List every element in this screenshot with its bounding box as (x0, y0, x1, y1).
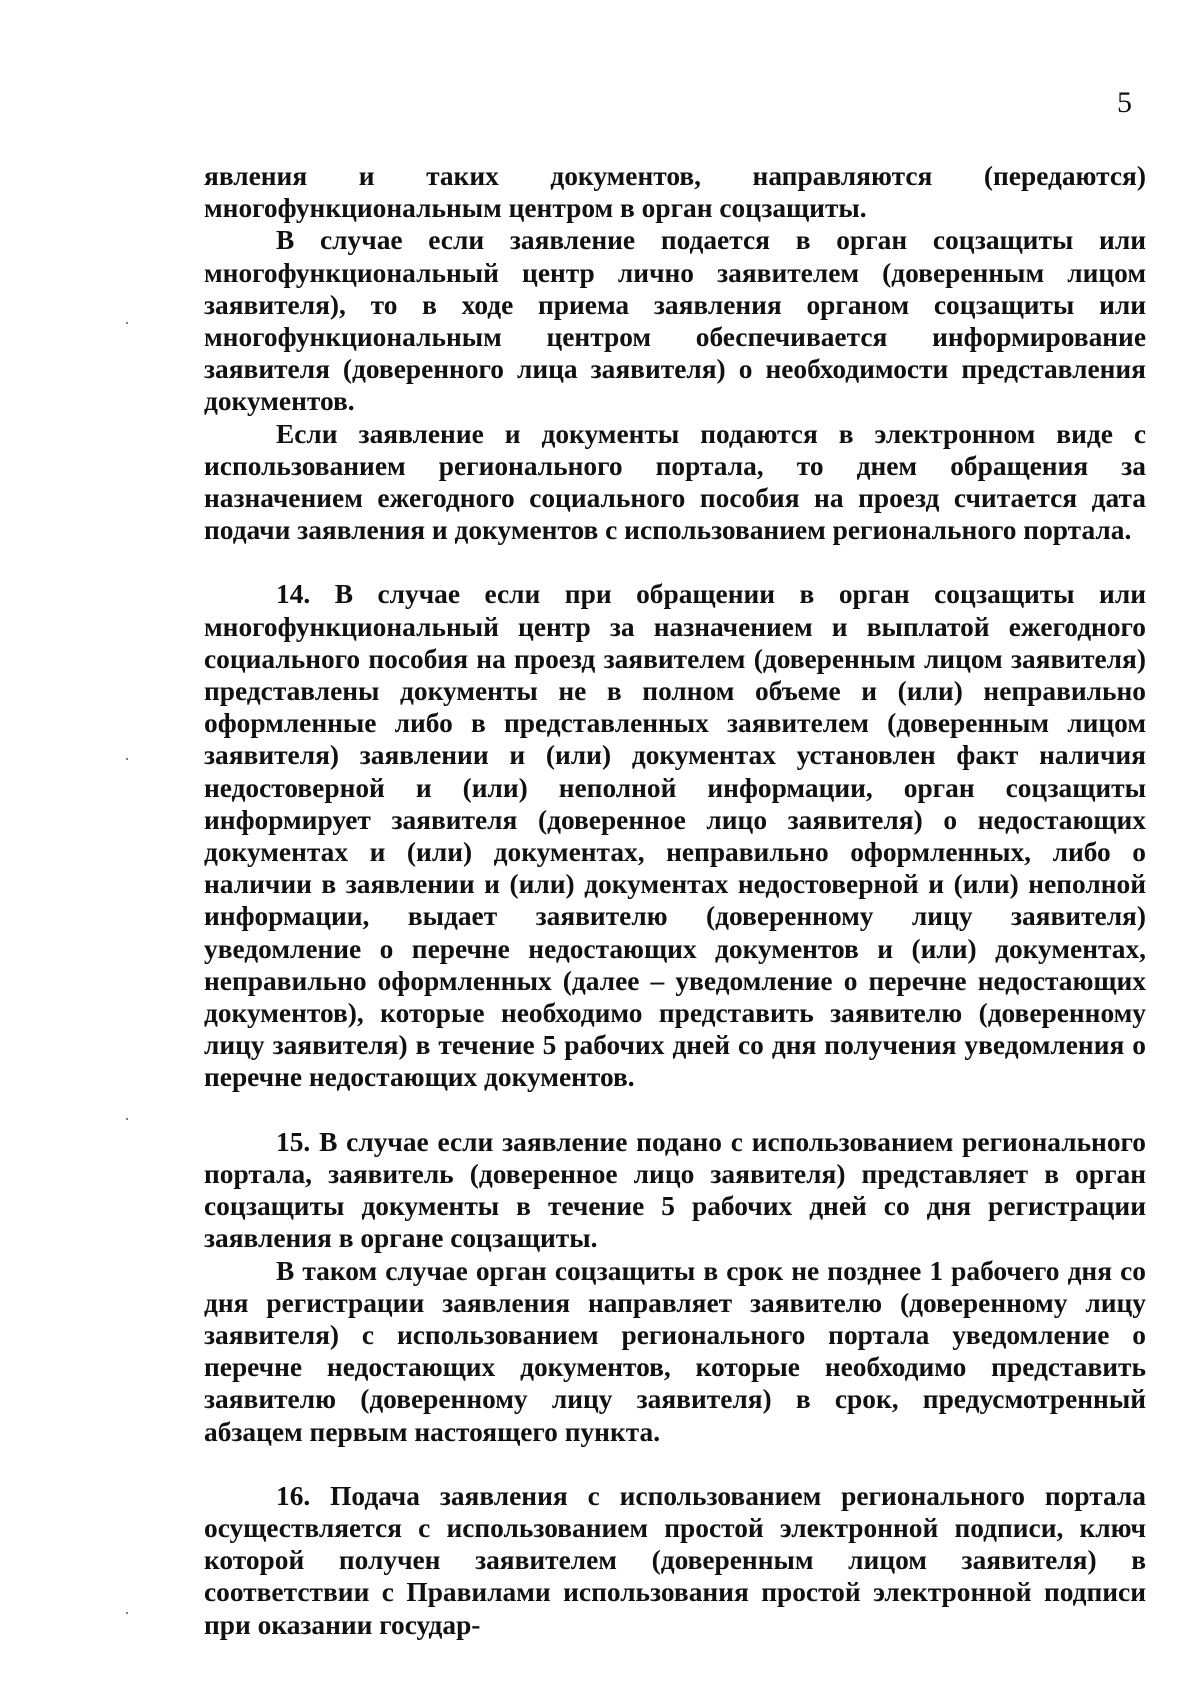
scan-speck (126, 322, 128, 324)
paragraph-continuation: явления и таких документов, направляются (передаются) многофункциональным центром в орган соцзащиты. (204, 161, 1146, 224)
paragraph-item-15: 15. В случае если заявление подано с использованием регионального портала, заявитель (доверенное лицо заявителя) представляет в орган соцзащиты документы в течение 5 рабочих дней со дня регистрации заявления в органе соцзащиты. (204, 1126, 1146, 1254)
paragraph-item-15-notice: В таком случае орган соцзащиты в срок не позднее 1 рабочего дня со дня регистрации заявления направляет заявителю (доверенному лицу заявителя) с использованием регионального портала уведомление о перечне недостающих документов, которые необходимо представить заявителю (доверенному лицу заявителя) в срок, предусмотренный абзацем первым настоящего пункта. (204, 1255, 1146, 1447)
scan-speck (126, 1612, 128, 1614)
scan-speck (126, 758, 128, 760)
page-number: 5 (1117, 86, 1132, 119)
paragraph-electronic-submission: Если заявление и документы подаются в электронном виде с использованием регионального портала, то днем обращения за назначением ежегодного социального пособия на проезд считается дата подачи заявления и документов с использованием регионального портала. (204, 418, 1146, 546)
paragraph-item-16: 16. Подача заявления с использованием регионального портала осуществляется с использованием простой электронной подписи, ключ которой получен заявителем (доверенным лицом заявителя) в соответствии с Правилами использования простой электронной подписи при оказании государ- (204, 1480, 1146, 1640)
paragraph-item-14: 14. В случае если при обращении в орган соцзащиты или многофункциональный центр за назначением и выплатой ежегодного социального пособия на проезд заявителем (доверенным лицом заявителя) представлены документы не в полном объеме и (или) неправильно оформленные либо в представленных заявителем (доверенным лицом заявителя) заявлении и (или) документах установлен факт наличия недостоверной и (или) неполной информации, орган соцзащиты информирует заявителя (доверенное лицо заявителя) о недостающих документах и (или) документах, неправильно оформленных, либо о наличии в заявлении и (или) документах недостоверной и (или) неполной информации, выдает заявителю (доверенному лицу заявителя) уведомление о перечне недостающих документов и (или) документах, неправильно оформленных (далее – уведомление о перечне недостающих документов), которые необходимо представить заявителю (доверенному лицу заявителя) в течение 5 рабочих дней со дня получения уведомления о перечне недостающих документов. (204, 579, 1146, 1093)
document-body (204, 160, 1146, 1641)
paragraph-in-person-submission: В случае если заявление подается в орган соцзащиты или многофункциональный центр лично заявителем (доверенным лицом заявителя), то в ходе приема заявления органом соцзащиты или многофункциональным центром обеспечивается информирование заявителя (доверенного лица заявителя) о необходимости представления документов. (204, 225, 1146, 417)
scan-speck (126, 1118, 128, 1120)
